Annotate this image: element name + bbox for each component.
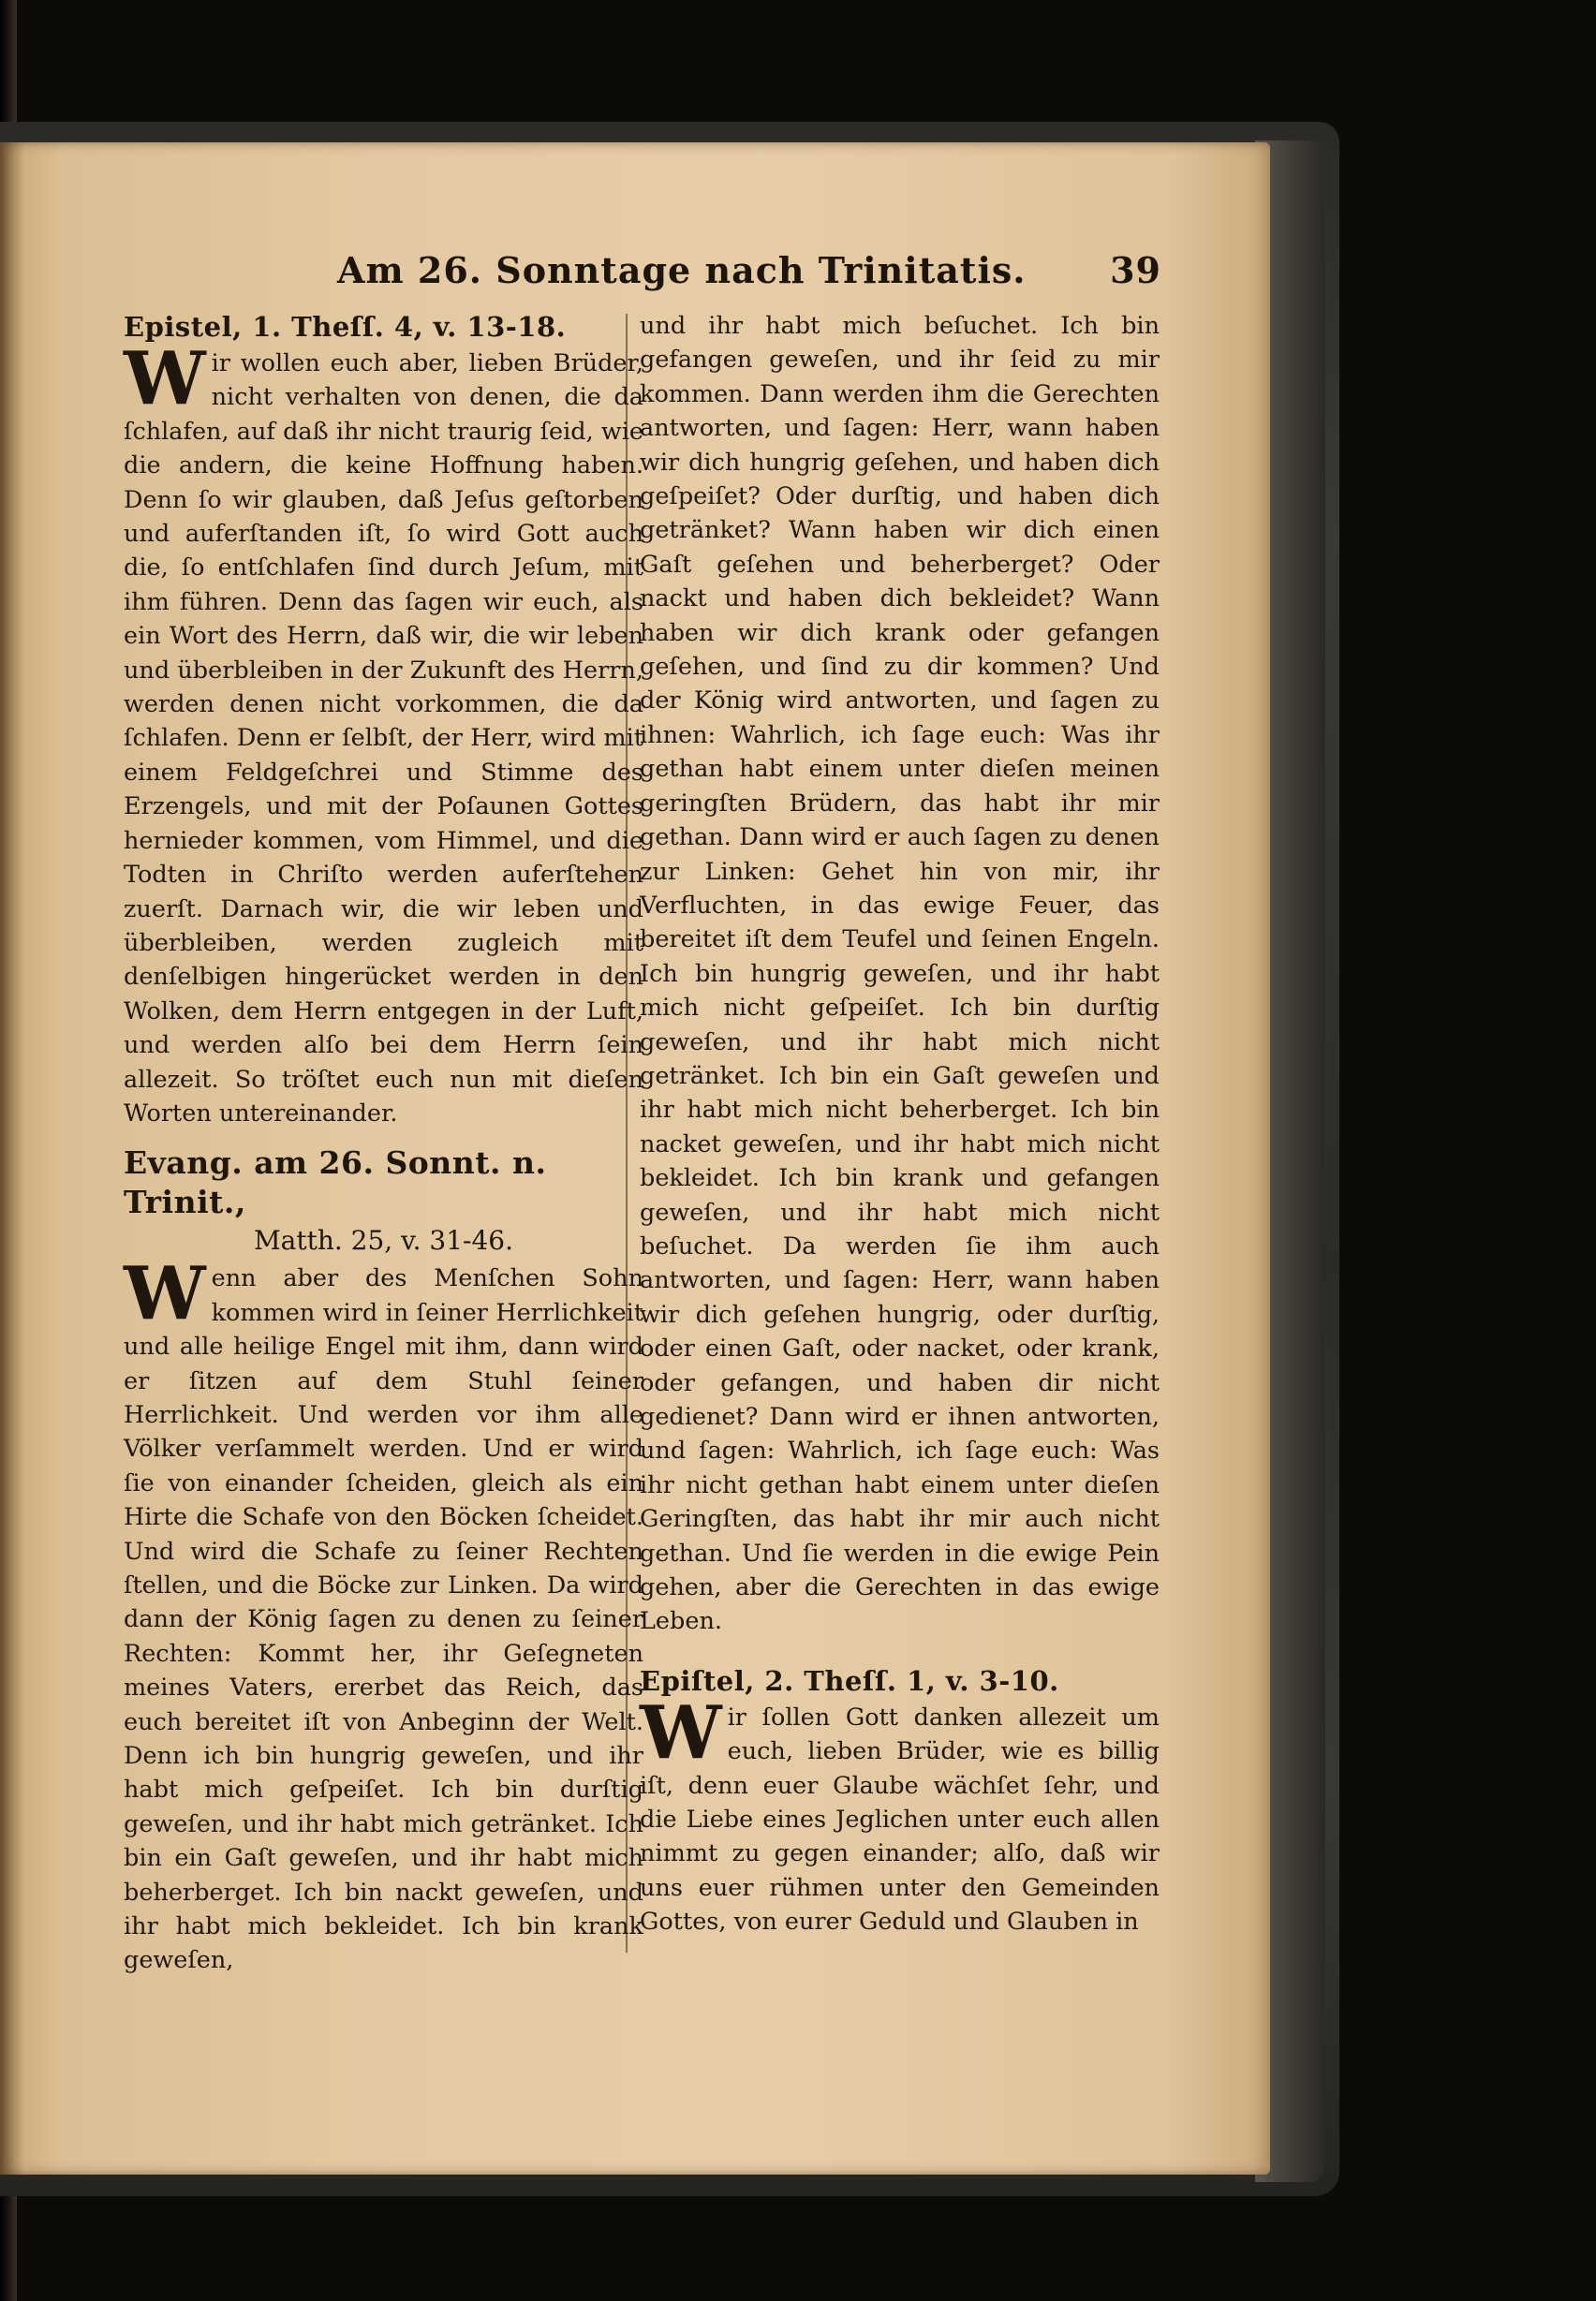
gospel-reference: Matth. 25, v. 31-46. [253,1225,514,1257]
gospel-continued-paragraph [640,309,1160,1639]
right-column [640,309,1160,1940]
epistle2-heading: Epiſtel, 2. Theſſ. 1, v. 3-10. [640,1664,1059,1697]
running-head [337,249,1161,296]
running-head-title: Am 26. Sonntage nach Trinitatis. [337,249,1027,291]
page-number: 39 [1110,249,1161,291]
gospel-continued-text: und ihr habt mich beſuchet. Ich bin gefangen geweſen, und ihr ſeid zu mir kommen. Dann werden ihm die Gerechten antworten, und ſagen: Herr, wann haben wir dich hungrig geſehen, und haben dich geſpeiſet? Oder durſtig, und haben dich getränket? Wann haben wir dich einen Gaſt geſehen und beherberget? Oder nackt und haben dich bekleidet? Wann haben wir dich krank oder gefangen geſehen, und ſind zu dir kommen? Und der König wird antworten, und ſagen zu ihnen: Wahrlich, ich ſage euch: Was ihr gethan habt einem unter dieſen meinen geringſten Brüdern, das habt ihr mir gethan. Dann wird er auch ſagen zu denen zur Linken: Gehet hin von mir, ihr Verfluchten, in das ewige Feuer, das bereitet iſt dem Teufel und ſeinen Engeln. Ich bin hungrig geweſen, und ihr habt mich nicht geſpeiſet. Ich bin durſtig geweſen, und ihr habt mich nicht getränket. Ich bin ein Gaſt geweſen und ihr habt mich nicht beherberget. Ich bin nacket geweſen, und ihr habt mich nicht bekleidet. Ich bin krank und gefangen geweſen, und ihr habt mich nicht beſuchet. Da werden ſie ihm auch antworten, und ſagen: Herr, wann haben wir dich geſehen hungrig, oder durſtig, oder einen Gaſt, oder nacket, oder krank, oder gefangen, und haben dir nicht gedienet? Dann wird er ihnen antworten, und ſagen: Wahrlich, ich ſage euch: Was ihr nicht gethan habt einem unter dieſen Geringſten, das habt ihr mir auch nicht gethan. Und ſie werden in die ewige Pein gehen, aber die Gerechten in das ewige Leben. [640,312,1160,1636]
epistle-dropcap: W [124,336,206,421]
gospel-dropcap: W [124,1251,206,1337]
epistle-text: ir wollen euch aber, lieben Brüder, nicht verhalten von denen, die da ſchlafen, auf daß ihr nicht traurig ſeid, wie die andern, die keine Hoffnung haben. Denn ſo wir glauben, daß Jeſus geſtorben und auferſtanden iſt, ſo wird Gott auch die, ſo entſchlafen ſind durch Jeſum, mit ihm führen. Denn das ſagen wir euch, als ein Wort des Herrn, daß wir, die wir leben und überbleiben in der Zukunft des Herrn, werden denen nicht vorkommen, die da ſchlafen. Denn er ſelbſt, der Herr, wird mit einem Feldgeſchrei und Stimme des Erzengels, und mit der Poſaunen Gottes hernieder kommen, vom Himmel, und die Todten in Chriſto werden auferſtehen zuerſt. Darnach wir, die wir leben und überbleiben, werden zugleich mit denſelbigen hingerücket werden in den Wolken, dem Herrn entgegen in der Luft, und werden alſo bei dem Herrn ſein allezeit. So tröſtet euch nun mit dieſen Worten untereinander. [124,349,643,1128]
epistle2-paragraph [640,1689,1160,1940]
epistle-heading: Epistel, 1. Theſſ. 4, v. 13-18. [124,311,567,343]
epistle2-text: ir ſollen Gott danken allezeit um euch, lieben Brüder, wie es billig iſt, denn euer Glaube wächſet ſehr, und die Liebe eines Jeglichen unter euch allen nimmt zu gegen einander; alſo, daß wir uns euer rühmen unter den Gemeinden Gottes, von eurer Geduld und Glauben in [640,1703,1160,1937]
gospel-paragraph [124,1251,643,1978]
gutter-shadow [0,142,24,2175]
gospel-text: enn aber des Menſchen Sohn kommen wird in ſeiner Herrlichkeit und alle heilige Engel mit ihm, dann wird er ſitzen auf dem Stuhl ſeiner Herrlichkeit. Und werden vor ihm alle Völker verſammelt werden. Und er wird ſie von einander ſcheiden, gleich als ein Hirte die Schafe von den Böcken ſcheidet. Und wird die Schafe zu ſeiner Rechten ſtellen, und die Böcke zur Linken. Da wird dann der König ſagen zu denen zu ſeiner Rechten: Kommt her, ihr Geſegneten meines Vaters, ererbet das Reich, das euch bereitet iſt von Anbeginn der Welt. Denn ich bin hungrig geweſen, und ihr habt mich geſpeiſet. Ich bin durſtig geweſen, und ihr habt mich getränket. Ich bin ein Gaſt geweſen, und ihr habt mich beherberget. Ich bin nackt geweſen, und ihr habt mich bekleidet. Ich bin krank geweſen, [124,1264,643,1975]
epistle-paragraph [124,336,643,1130]
epistle2-dropcap: W [640,1689,722,1776]
gospel-heading: Evang. am 26. Sonnt. n. Trinit., [124,1144,547,1221]
left-column [124,309,643,1978]
